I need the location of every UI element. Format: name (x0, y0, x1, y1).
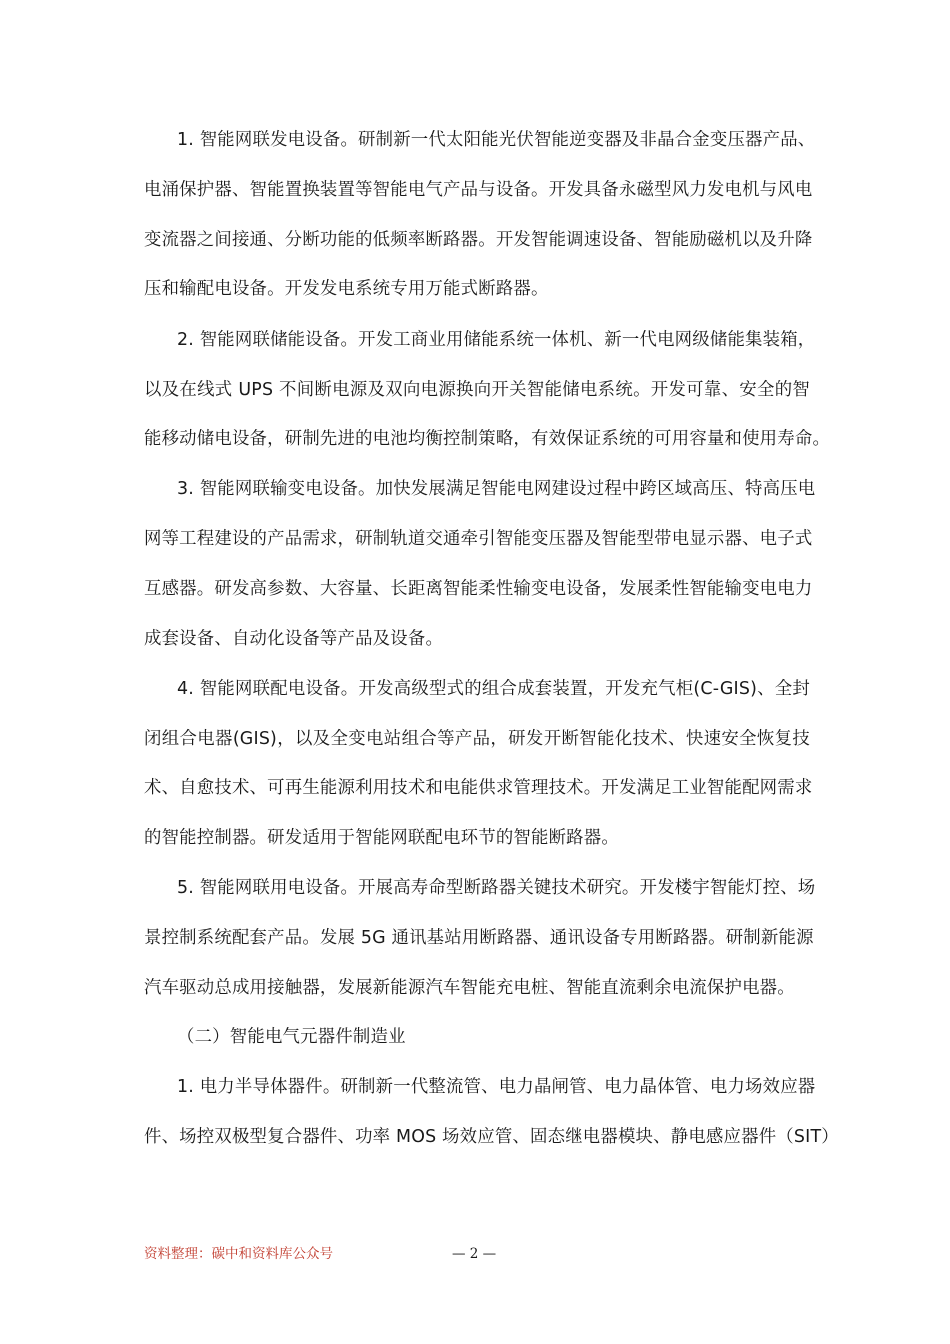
paragraph-line: 汽车驱动总成用接触器，发展新能源汽车智能充电桩、智能直流剩余电流保护电器。 (144, 978, 795, 998)
paragraph-line: 压和输配电设备。开发发电系统专用万能式断路器。 (144, 279, 549, 299)
paragraph-line: 3. 智能网联输变电设备。加快发展满足智能电网建设过程中跨区域高压、特高压电 (177, 479, 816, 499)
paragraph-line: 1. 电力半导体器件。研制新一代整流管、电力晶闸管、电力晶体管、电力场效应器 (177, 1077, 816, 1097)
paragraph-line: 1. 智能网联发电设备。研制新一代太阳能光伏智能逆变器及非晶合金变压器产品、 (177, 130, 816, 150)
paragraph-line: 闭组合电器(GIS)，以及全变电站组合等产品，研发开断智能化技术、快速安全恢复技 (144, 729, 810, 749)
paragraph-line: 5. 智能网联用电设备。开展高寿命型断路器关键技术研究。开发楼宇智能灯控、场 (177, 878, 816, 898)
paragraph-line: 件、场控双极型复合器件、功率 MOS 场效应管、固态继电器模块、静电感应器件（SIT） (144, 1127, 839, 1147)
paragraph-line: 的智能控制器。研发适用于智能网联配电环节的智能断路器。 (144, 828, 619, 848)
paragraph-line: 能移动储电设备，研制先进的电池均衡控制策略，有效保证系统的可用容量和使用寿命。 (144, 429, 831, 449)
paragraph-line: 2. 智能网联储能设备。开发工商业用储能系统一体机、新一代电网级储能集装箱， (177, 330, 816, 350)
paragraph-line: 以及在线式 UPS 不间断电源及双向电源换向开关智能储电系统。开发可靠、安全的智 (144, 380, 810, 400)
footer-source: 资料整理：碳中和资料库公众号 (144, 1246, 333, 1262)
paragraph-line: 术、自愈技术、可再生能源利用技术和电能供求管理技术。开发满足工业智能配网需求 (144, 778, 813, 798)
paragraph-line: 成套设备、自动化设备等产品及设备。 (144, 629, 444, 649)
paragraph-line: 网等工程建设的产品需求，研制轨道交通牵引智能变压器及智能型带电显示器、电子式 (144, 529, 813, 549)
section-heading: （二）智能电气元器件制造业 (177, 1027, 406, 1047)
paragraph-line: 变流器之间接通、分断功能的低频率断路器。开发智能调速设备、智能励磁机以及升降 (144, 230, 813, 250)
paragraph-line: 电涌保护器、智能置换装置等智能电气产品与设备。开发具备永磁型风力发电机与风电 (144, 180, 813, 200)
page-number: — 2 — (452, 1246, 497, 1262)
paragraph-line: 景控制系统配套产品。发展 5G 通讯基站用断路器、通讯设备专用断路器。研制新能源 (144, 928, 814, 948)
paragraph-line: 4. 智能网联配电设备。开发高级型式的组合成套装置，开发充气柜(C-GIS)、全封 (177, 679, 810, 699)
paragraph-line: 互感器。研发高参数、大容量、长距离智能柔性输变电设备，发展柔性智能输变电电力 (144, 579, 813, 599)
